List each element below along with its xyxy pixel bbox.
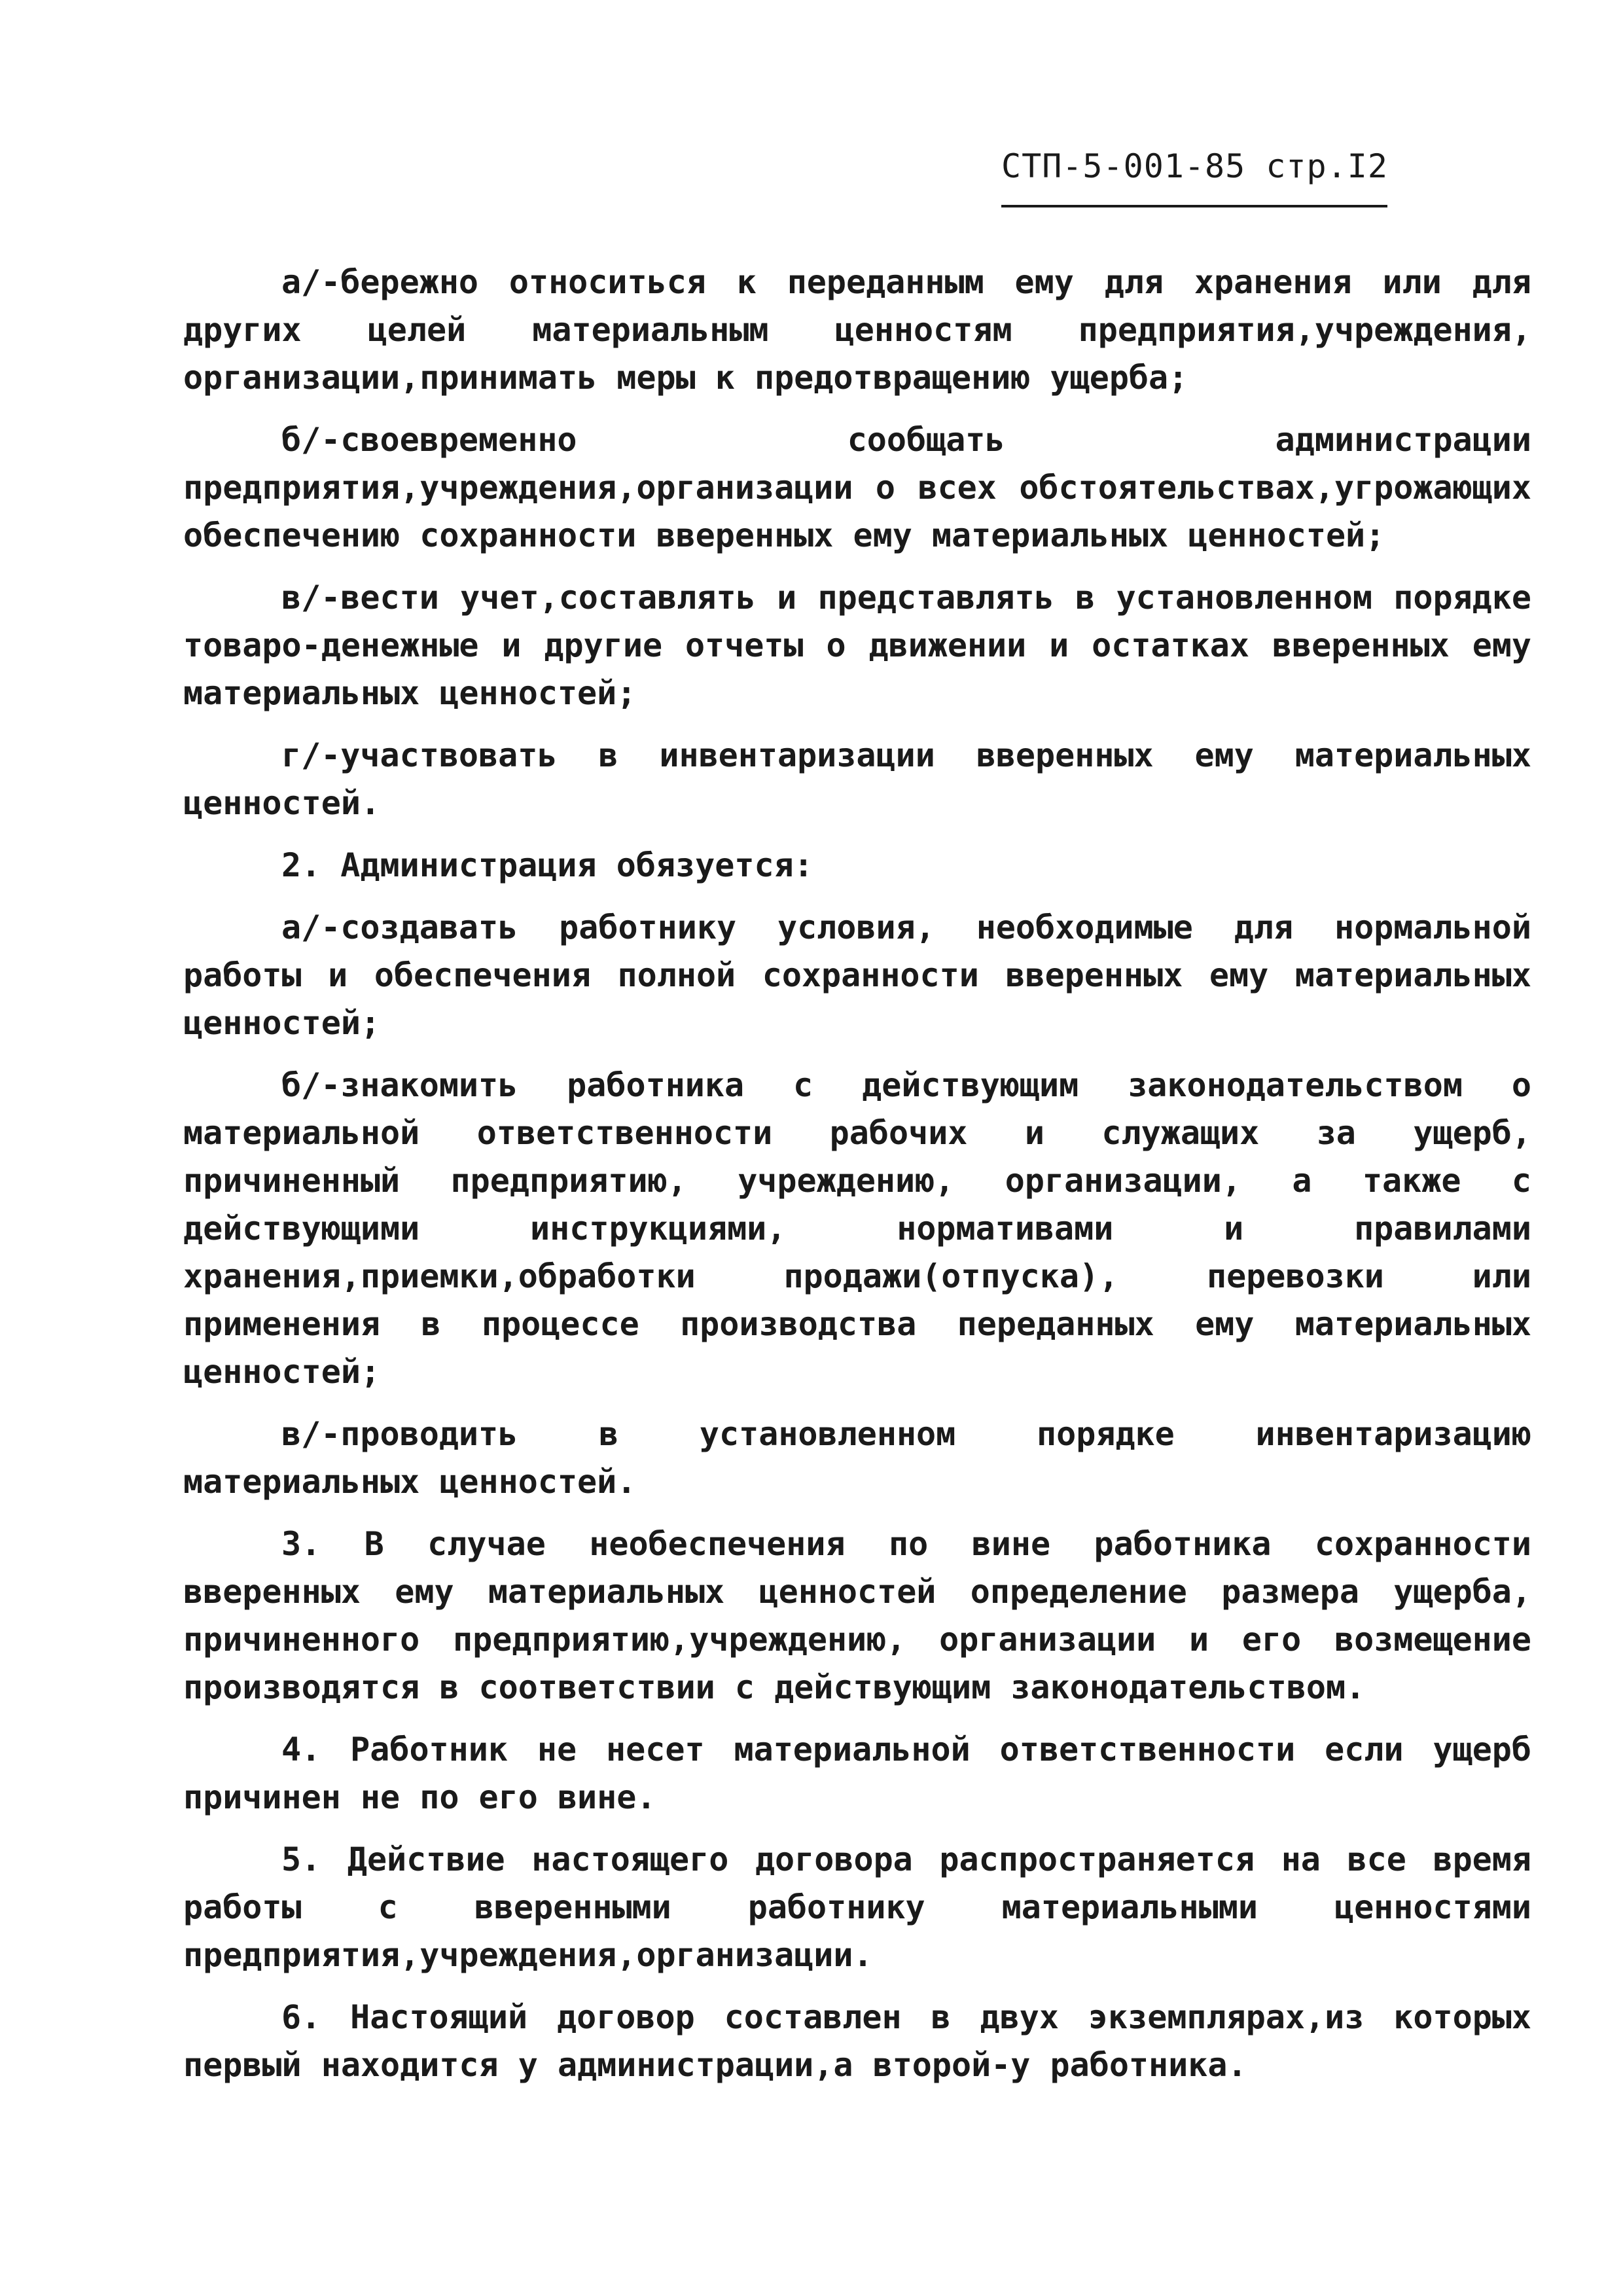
clause-2-heading: 2. Администрация обязуется: <box>281 846 813 884</box>
clause-1a: а/-бережно относиться к переданным ему для хранения или для других целей материальным ценностям предприятия,учреждения, организации,принимать меры к предотвращению ущерба; <box>183 263 1531 397</box>
clause-2a: а/-создавать работнику условия, необходимые для нормальной работы и обеспечения полной сохранности вверенных ему материальных ценностей; <box>183 908 1531 1042</box>
clause-4: 4. Работник не несет материальной ответственности если ущерб причинен не по его вине. <box>183 1731 1531 1816</box>
clause-5: 5. Действие настоящего договора распространяется на все время работы с вверенными работнику материальными ценностями предприятия,учреждения,организации. <box>183 1840 1531 1974</box>
clause-2b: б/-знакомить работника с действующим законодательством о материальной ответственности рабочих и служащих за ущерб, причиненный предприятию, учреждению, организации, а также с действующими инструкциями, нормативами и правилами хранения,приемки,обработки продажи(отпуска), перевозки или применения в процессе производства переданных ему материальных ценностей; <box>183 1066 1531 1391</box>
header-underline <box>1001 205 1387 207</box>
document-body <box>183 259 1531 2101</box>
clause-1b: б/-своевременно сообщать администрации предприятия,учреждения,организации о всех обстоятельствах,угрожающих обеспечению сохранности вверенных ему материальных ценностей; <box>183 421 1531 554</box>
clause-6: 6. Настоящий договор составлен в двух экземплярах,из которых первый находится у администрации,а второй-у работника. <box>183 1998 1531 2084</box>
page-header <box>1001 147 1394 213</box>
clause-1g: г/-участвовать в инвентаризации вверенных ему материальных ценностей. <box>183 736 1531 822</box>
document-reference: СТП-5-001-85 стр.I2 <box>1001 147 1388 185</box>
clause-2v: в/-проводить в установленном порядке инвентаризацию материальных ценностей. <box>183 1415 1531 1501</box>
clause-3: 3. В случае необеспечения по вине работника сохранности вверенных ему материальных ценностей определение размера ущерба, причиненного предприятию,учреждению, организации и его возмещение производятся в соответствии с действующим законодательством. <box>183 1525 1531 1706</box>
clause-1v: в/-вести учет,составлять и представлять в установленном порядке товаро-денежные и другие отчеты о движении и остатках вверенных ему материальных ценностей; <box>183 579 1531 712</box>
